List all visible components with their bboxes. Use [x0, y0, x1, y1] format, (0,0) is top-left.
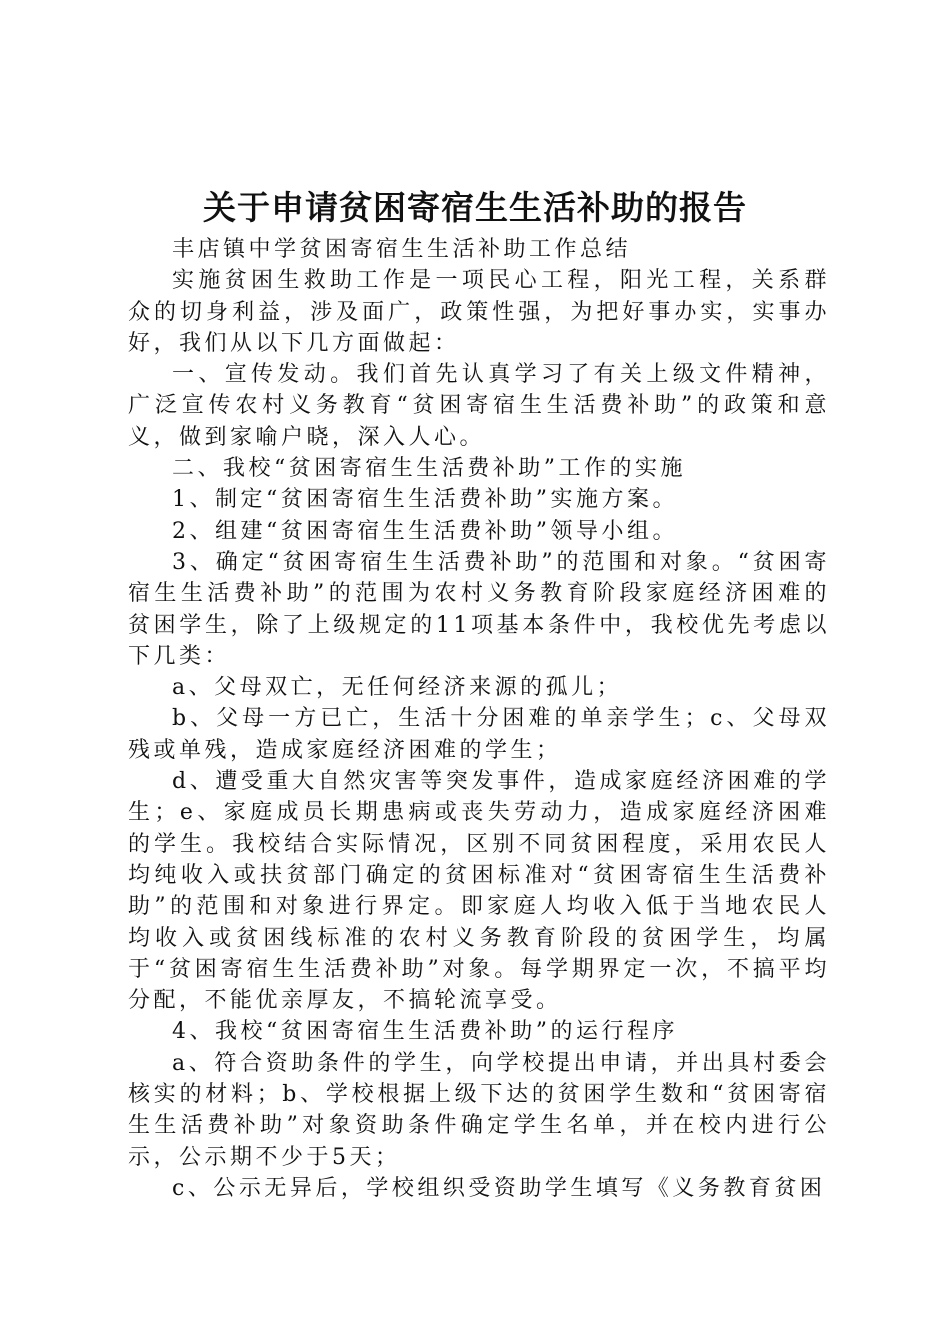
paragraph-subtitle: 丰店镇中学贫困寄宿生生活补助工作总结 — [172, 237, 632, 262]
paragraph: 1、制定“贫困寄宿生生活费补助”实施方案。 — [172, 487, 678, 513]
paragraph: d、遭受重大自然灾害等突发事件，造成家庭经济困难的学生；e、家庭成员长期患病或丧失劳动力，造成家庭经济困难的学生。我校结合实际情况，区别不同贫困程度，采用农民人均纯收入或扶贫部门确定的贫困标准对“贫困寄宿生生活费补助”的范围和对象进行界定。即家庭人均收入低于当地农民人均收入或贫困线标准的农村义务教育阶段的贫困学生，均属于“贫困寄宿生生活费补助”对象。每学期界定一次，不搞平均分配，不能优亲厚友，不搞轮流享受。 — [128, 769, 830, 1014]
document-title: 关于申请贫困寄宿生生活补助的报告 — [203, 188, 747, 227]
paragraph: 实施贫困生救助工作是一项民心工程，阳光工程，关系群众的切身利益，涉及面广，政策性强，为把好事办实，实事办好，我们从以下几方面做起： — [128, 268, 830, 356]
paragraph: a、父母双亡，无任何经济来源的孤儿； — [172, 675, 623, 701]
paragraph: b、父母一方已亡，生活十分困难的单亲学生；c、父母双残或单残，造成家庭经济困难的学生； — [128, 706, 830, 763]
paragraph: a、符合资助条件的学生，向学校提出申请，并出具村委会核实的材料；b、学校根据上级下达的贫困学生数和“贫困寄宿生生活费补助”对象资助条件确定学生名单，并在校内进行公示，公示期不少于5天； — [128, 1050, 830, 1170]
paragraph: 2、组建“贫困寄宿生生活费补助”领导小组。 — [172, 518, 678, 544]
section-heading: 二、我校“贫困寄宿生生活费补助”工作的实施 — [172, 456, 686, 482]
paragraph: 4、我校“贫困寄宿生生活费补助”的运行程序 — [172, 1019, 678, 1045]
paragraph: c、公示无异后，学校组织受资助学生填写《义务教育贫困 — [172, 1175, 826, 1201]
paragraph: 一、宣传发动。我们首先认真学习了有关上级文件精神，广泛宣传农村义务教育“贫困寄宿生生活费补助”的政策和意义，做到家喻户晓，深入人心。 — [128, 362, 830, 450]
document-body — [128, 234, 830, 1204]
paragraph: 3、确定“贫困寄宿生生活费补助”的范围和对象。“贫困寄宿生生活费补助”的范围为农村义务教育阶段家庭经济困难的贫困学生，除了上级规定的11项基本条件中，我校优先考虑以下几类： — [128, 549, 830, 669]
